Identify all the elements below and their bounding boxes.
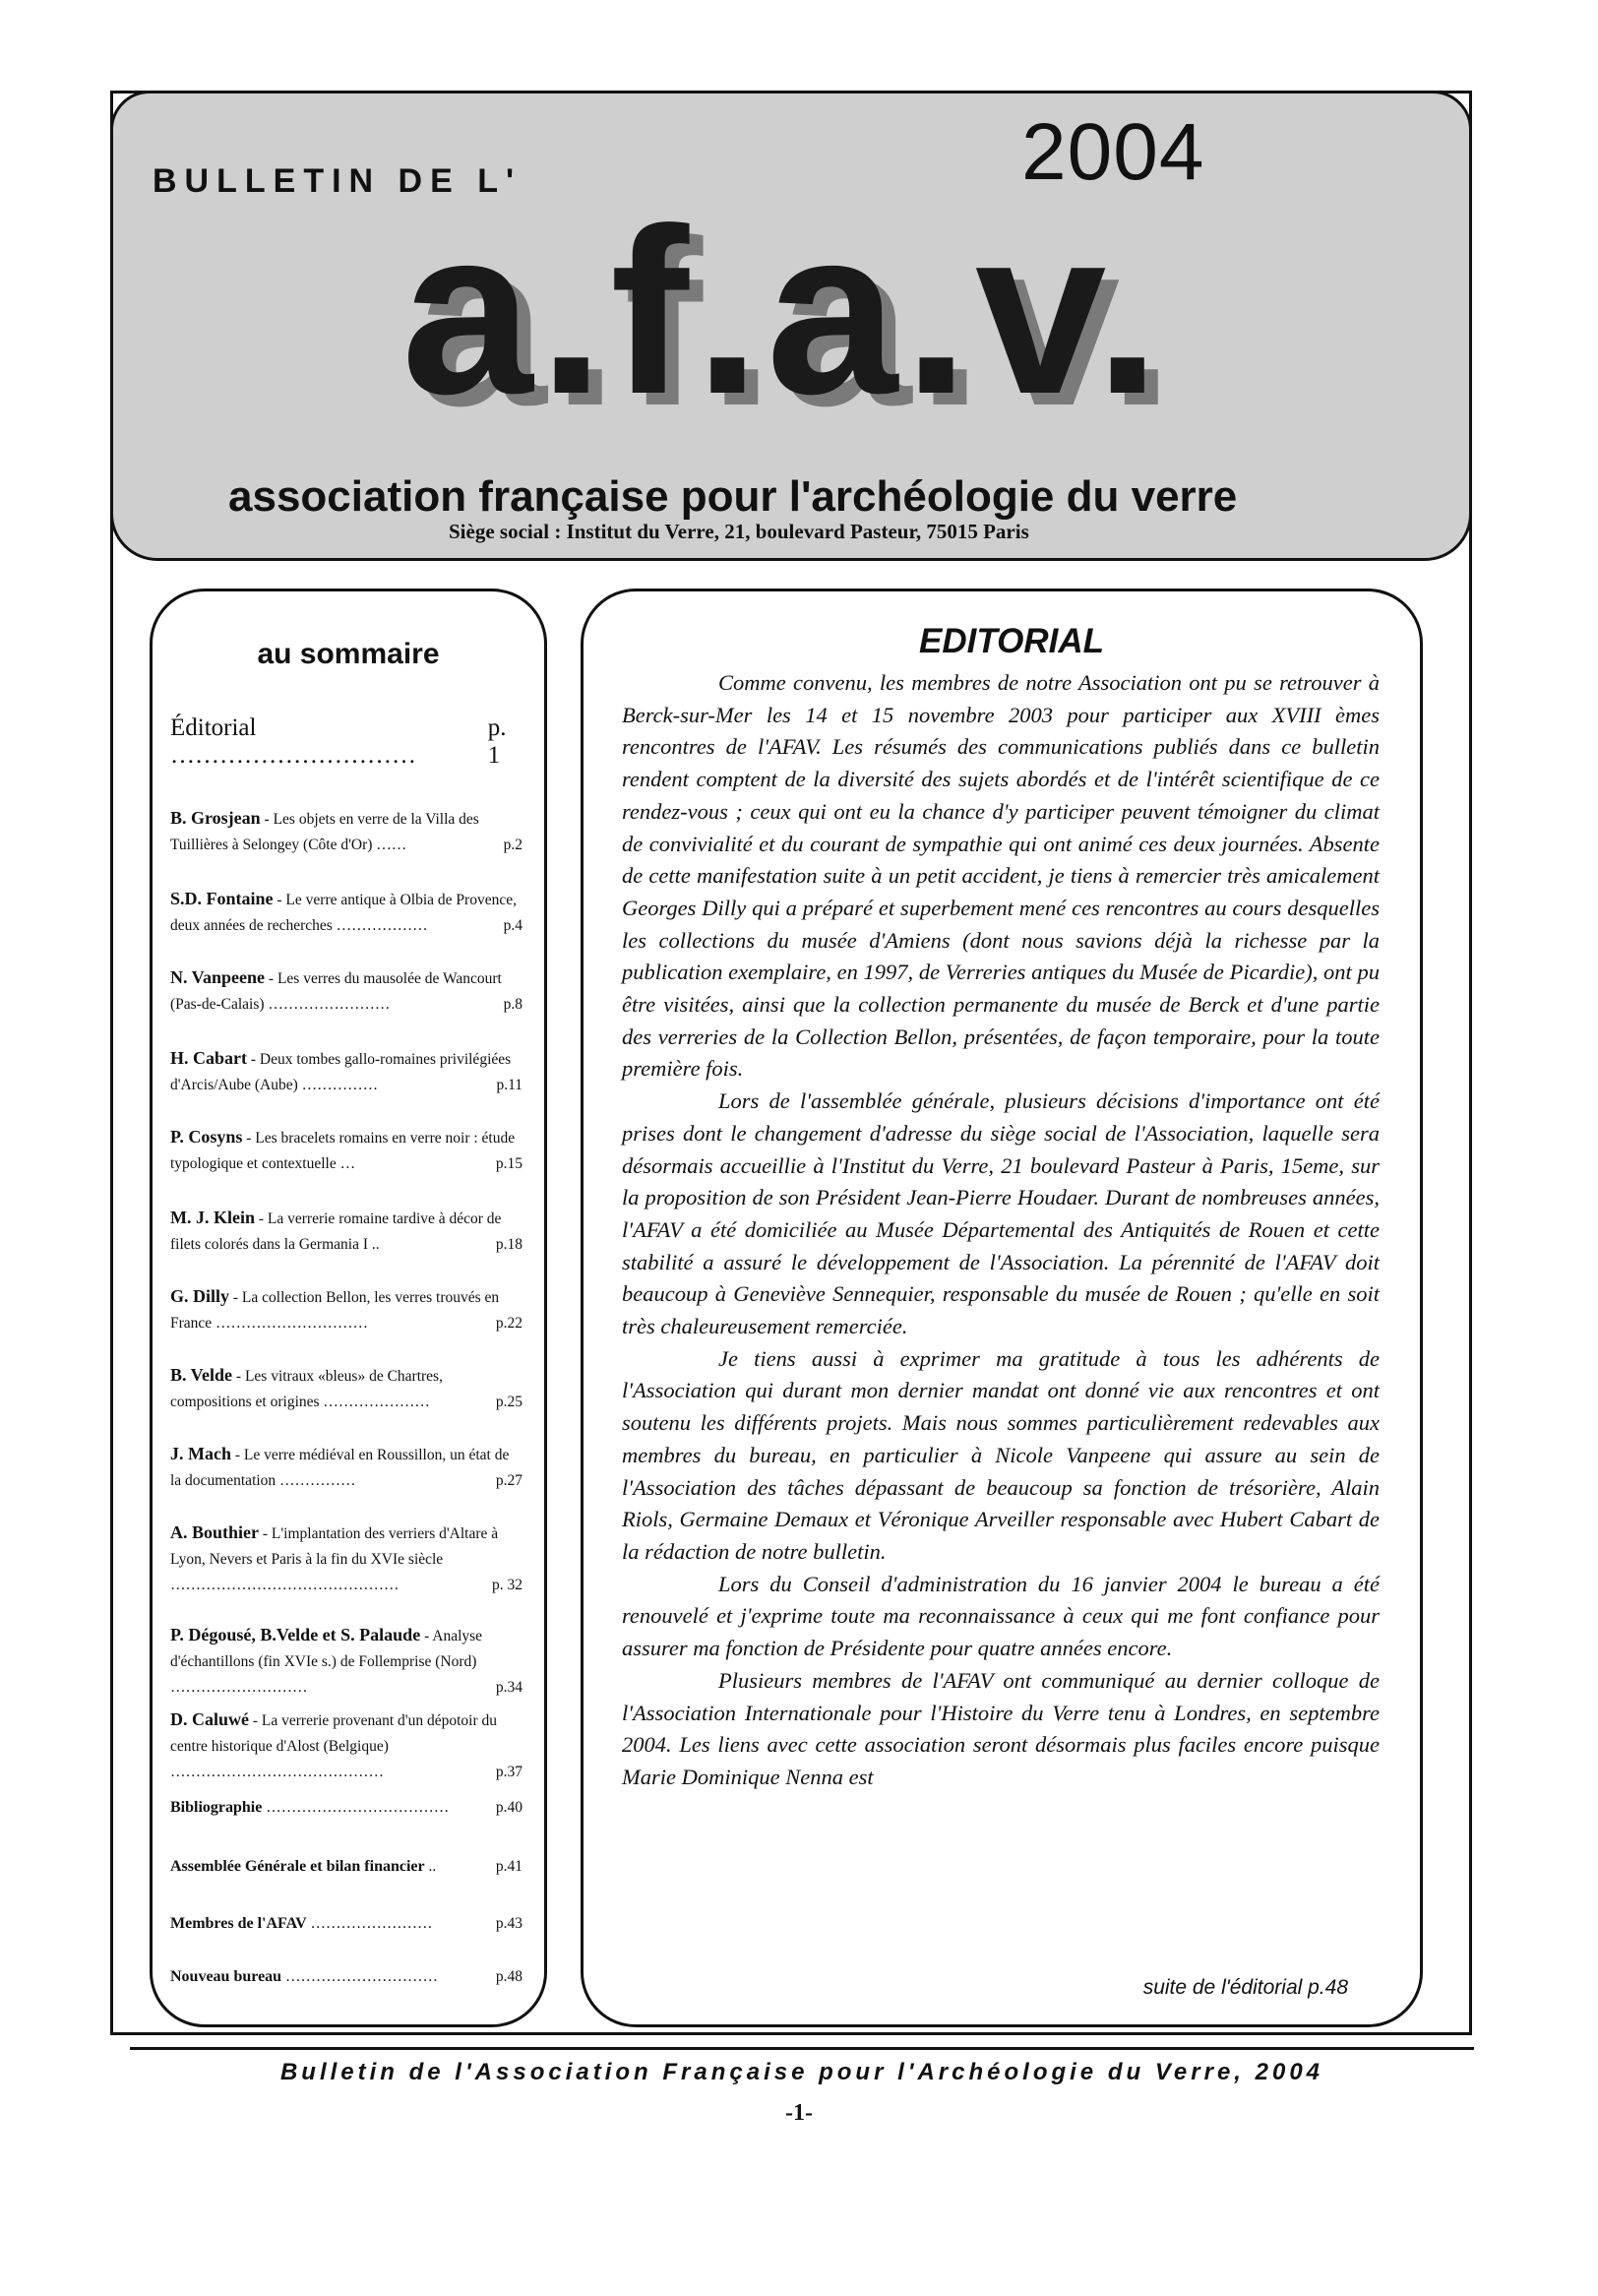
toc-item-page: p.27	[495, 1472, 522, 1489]
toc-item-title: - Le verre médiéval en Roussillon, un état de la documentation ……………	[170, 1447, 510, 1489]
toc-item-page: p.11	[496, 1077, 522, 1093]
toc-item[interactable]	[170, 1205, 522, 1258]
toc-item-page: p.15	[495, 1155, 522, 1172]
toc-item[interactable]	[170, 1854, 522, 1880]
toc-item[interactable]	[170, 1045, 522, 1098]
toc-item[interactable]	[170, 964, 522, 1018]
toc-item-page: p.40	[495, 1799, 522, 1816]
toc-item-title: - Les vitraux «bleus» de Chartres, compositions et origines …………………	[170, 1368, 443, 1410]
toc-item-author: P. Dégousé, B.Velde et S. Palaude	[170, 1625, 421, 1644]
editorial-continuation: suite de l'éditorial p.48	[1142, 1976, 1348, 1999]
toc-item[interactable]	[170, 1622, 522, 1701]
toc-item-title: - La verrerie provenant d'un dépotoir du centre historique d'Alost (Belgique) ……………………………………	[170, 1712, 497, 1780]
issue-year: 2004	[1021, 107, 1205, 197]
toc-item-page: p.43	[495, 1915, 522, 1932]
toc-item[interactable]	[170, 886, 522, 939]
toc-item[interactable]	[170, 1964, 522, 1990]
toc-item-title: - La collection Bellon, les verres trouvés en France …………………………	[170, 1289, 500, 1332]
toc-item-author: Membres de l'AFAV	[170, 1915, 307, 1932]
footer-rule	[130, 2047, 1474, 2050]
toc-item-title: - Analyse d'échantillons (fin XVIe s.) de Follemprise (Nord) ………………………	[170, 1628, 483, 1696]
toc-item-author: H. Cabart	[170, 1048, 247, 1068]
toc-item-page: p.48	[495, 1968, 522, 1985]
toc-item-page: p.8	[503, 996, 522, 1013]
footer-title: Bulletin de l'Association Française pour l'Archéologie du Verre, 2004	[279, 2059, 1324, 2085]
toc-item[interactable]	[170, 1795, 522, 1821]
toc-item-title: ..	[424, 1858, 437, 1875]
toc-item-author: Assemblée Générale et bilan financier	[170, 1858, 425, 1875]
toc-item-page: p.2	[503, 837, 522, 853]
association-address: Siège social : Institut du Verre, 21, boulevard Pasteur, 75015 Paris	[449, 520, 1029, 543]
page-number: -1-	[785, 2100, 813, 2126]
toc-item-author: A. Bouthier	[170, 1522, 259, 1542]
toc-item[interactable]	[170, 1706, 522, 1785]
toc-item-page: p.37	[495, 1764, 522, 1780]
toc-item-page: p.22	[495, 1315, 522, 1332]
editorial-body	[622, 667, 1380, 1794]
toc-item-title: - Les objets en verre de la Villa des Tuillières à Selongey (Côte d'Or) ……	[170, 811, 479, 853]
toc-editorial-label: Éditorial …………………………	[170, 714, 416, 769]
toc-item-title: - Deux tombes gallo-romaines privilégiées d'Arcis/Aube (Aube) ……………	[170, 1051, 512, 1093]
association-name: association française pour l'archéologie du verre	[228, 472, 1238, 521]
toc-item-page: p.4	[503, 917, 522, 934]
toc-item-title: ………………………………	[262, 1799, 450, 1816]
editorial-title: EDITORIAL	[919, 622, 1104, 660]
toc-item-author: S.D. Fontaine	[170, 889, 274, 908]
bulletin-label: BULLETIN DE L'	[153, 162, 522, 200]
toc-item-author: P. Cosyns	[170, 1127, 243, 1147]
toc-item-author: M. J. Klein	[170, 1208, 255, 1227]
toc-item[interactable]	[170, 1441, 522, 1494]
toc-item-page: p.34	[495, 1679, 522, 1696]
toc-item-author: Bibliographie	[170, 1799, 263, 1816]
toc-item-title: - Les bracelets romains en verre noir : étude typologique et contextuelle …	[170, 1130, 516, 1172]
toc-editorial[interactable]	[170, 714, 522, 770]
toc-item-title: …………………………	[281, 1968, 438, 1985]
afav-logo: a.f.a.v.	[401, 179, 1167, 443]
toc-item-author: B. Grosjean	[170, 808, 261, 828]
toc-item-author: Nouveau bureau	[170, 1968, 282, 1985]
toc-item[interactable]	[170, 805, 522, 858]
toc-item-page: p.25	[495, 1394, 522, 1410]
toc-item-page: p.18	[495, 1236, 522, 1253]
toc-item-title: - Les verres du mausolée de Wancourt (Pas-de-Calais) ……………………	[170, 970, 502, 1013]
toc-item-author: J. Mach	[170, 1444, 231, 1463]
toc-editorial-page: p. 1	[487, 714, 507, 769]
toc-item-title: - L'implantation des verriers d'Altare à Lyon, Nevers et Paris à la fin du XVIe siècle ………………………………………	[170, 1525, 499, 1593]
toc-item[interactable]	[170, 1124, 522, 1177]
toc-item-title: ……………………	[306, 1915, 433, 1932]
toc-item[interactable]	[170, 1520, 522, 1598]
sommaire-title: au sommaire	[257, 638, 440, 670]
toc-item-author: B. Velde	[170, 1365, 233, 1385]
toc-item[interactable]	[170, 1283, 522, 1336]
toc-item-author: D. Caluwé	[170, 1709, 249, 1729]
toc-item[interactable]	[170, 1362, 522, 1415]
editorial-paragraph: Lors du Conseil d'administration du 16 janvier 2004 le bureau a été renouvelé et j'exprime toute ma reconnaissance à ceux qui me font confiance pour assurer ma fonction de Présidente pour quatre années encore.	[622, 1571, 1380, 1661]
toc-item-title: - La verrerie romaine tardive à décor de filets colorés dans la Germania I ..	[170, 1210, 502, 1253]
toc-item[interactable]	[170, 1911, 522, 1937]
editorial-paragraph: Plusieurs membres de l'AFAV ont communiqué au dernier colloque de l'Association Internationale pour l'Histoire du Verre tenu à Londres, en septembre 2004. Les liens avec cette association seront désormais plus faciles encore puisque Marie Dominique Nenna est	[622, 1667, 1380, 1789]
toc-item-page: p.41	[495, 1858, 522, 1875]
toc-item-author: G. Dilly	[170, 1286, 230, 1306]
editorial-paragraph: Lors de l'assemblée générale, plusieurs décisions d'importance ont été prises dont le changement d'adresse du siège social de l'Association, laquelle sera désormais accueillie à l'Institut du Verre, 21 boulevard Pasteur à Paris, 15eme, sur la proposition de son Président Jean-Pierre Houdaer. Durant de nombreuses années, l'AFAV a été domiciliée au Musée Départemental des Antiquités de Rouen et cette stabilité a assuré le développement de l'Association. La pérennité de l'AFAV doit beaucoup à Geneviève Sennequier, responsable du musée de Rouen ; qu'elle en soit très chaleureusement remerciée.	[622, 1088, 1380, 1339]
editorial-paragraph: Comme convenu, les membres de notre Association ont pu se retrouver à Berck-sur-Mer les 14 et 15 novembre 2003 pour participer aux XVIII èmes rencontres de l'AFAV. Les résumés des communications publiés dans ce bulletin rendent comptent de la diversité des sujets abordés et de l'intérêt scientifique de ce rendez-vous ; ceux qui ont eu la chance d'y participer peuvent témoigner du climat de convivialité et du courant de sympathie qui ont animé ces deux journées. Absente de cette manifestation suite à un petit accident, je tiens à remercier très amicalement Georges Dilly qui a préparé et superbement mené ces rencontres au cours desquelles les collections du musée d'Amiens (dont nous savions déjà la richesse par la publication exemplaire, en 1997, de Verreries antiques du Musée de Picardie), ont pu être visitées, ainsi que la collection permanente du musée de Berck et d'une partie des verreries de la Collection Bellon, présentées, de façon temporaire, pour la toute première fois.	[622, 670, 1380, 1082]
toc-item-title: - Le verre antique à Olbia de Provence, deux années de recherches ………………	[170, 892, 517, 934]
editorial-paragraph: Je tiens aussi à exprimer ma gratitude à tous les adhérents de l'Association qui durant mon dernier mandat ont donné vie aux rencontres et ont soutenu les différents projets. Mais nous sommes particulièrement redevables aux membres du bureau, en particulier à Nicole Vanpeene qui assure au sein de l'Association des tâches dépassant de beaucoup sa fonction de trésorière, Alain Riols, Germaine Demaux et Véronique Arveiller responsable avec Hubert Cabart de la rédaction de notre bulletin.	[622, 1345, 1380, 1564]
toc-item-author: N. Vanpeene	[170, 967, 266, 987]
toc-item-page: p. 32	[492, 1577, 522, 1593]
